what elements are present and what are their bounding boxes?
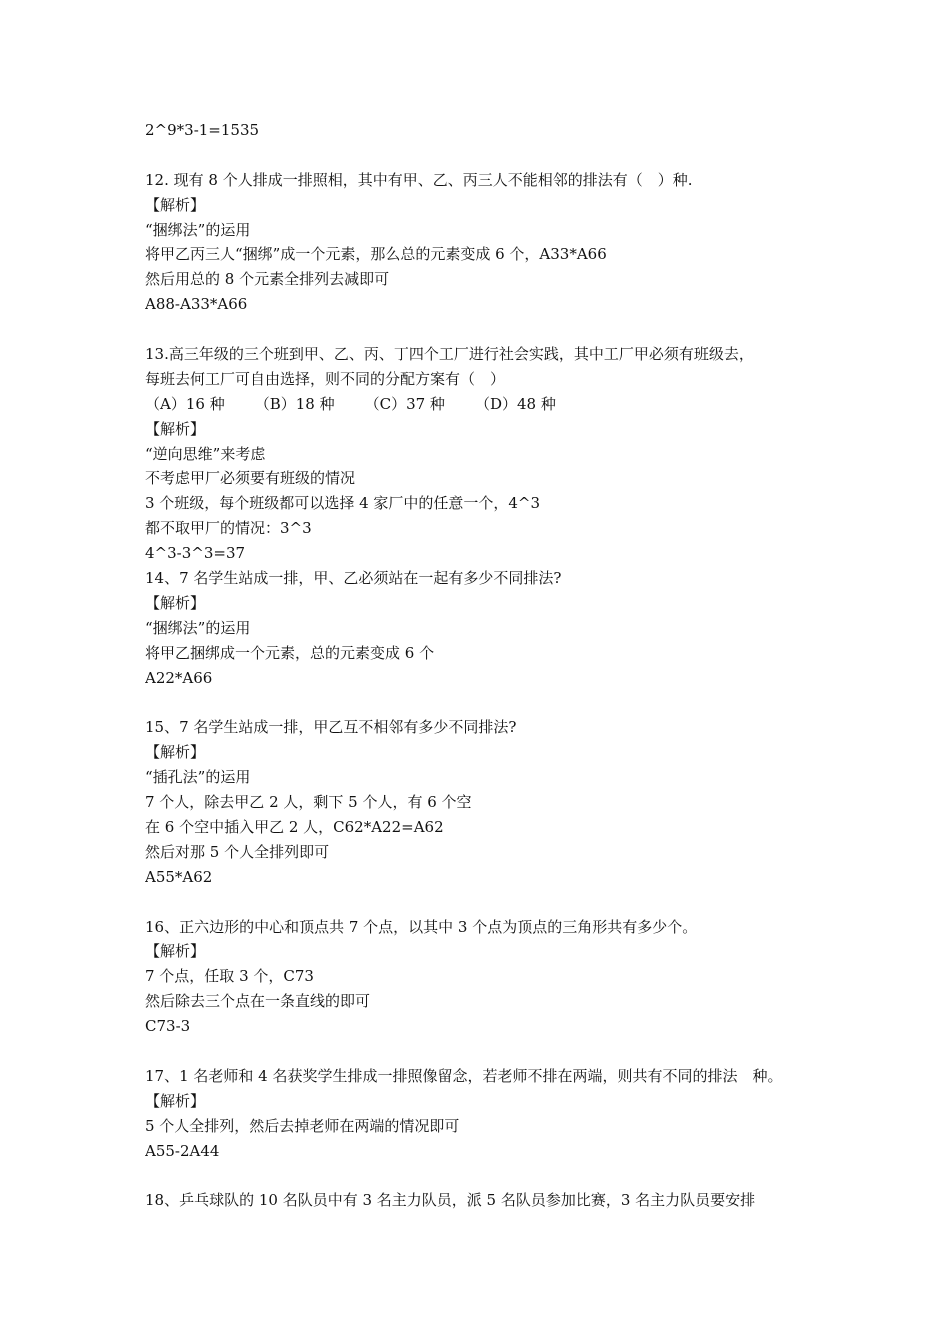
text-line: 7 个人，除去甲乙 2 人，剩下 5 个人，有 6 个空 bbox=[145, 793, 472, 812]
blank-line bbox=[145, 1163, 825, 1188]
answer-line: 4^3-3^3=37 bbox=[145, 544, 246, 563]
analysis-heading: 【解析】 bbox=[145, 743, 206, 762]
option-d: （D）48 种 bbox=[474, 394, 556, 413]
question-12: 12. 现有 8 个人排成一排照相，其中有甲、乙、丙三人不能相邻的排法有（ ）种. bbox=[145, 170, 693, 189]
text-line: 将甲乙捆绑成一个元素，总的元素变成 6 个 bbox=[145, 643, 435, 662]
analysis-heading: 【解析】 bbox=[145, 195, 206, 214]
answer-line: A22*A66 bbox=[145, 668, 213, 687]
blank-line bbox=[145, 1039, 825, 1064]
answer-line: C73-3 bbox=[145, 1017, 191, 1036]
text-line: “捆绑法”的运用 bbox=[145, 618, 251, 637]
question-17: 17、1 名老师和 4 名获奖学生排成一排照像留念，若老师不排在两端，则共有不同的排法 种。 bbox=[145, 1066, 783, 1085]
text-line: 将甲乙丙三人“捆绑”成一个元素，那么总的元素变成 6 个，A33*A66 bbox=[145, 245, 607, 264]
question-13: 13.高三年级的三个班到甲、乙、丙、丁四个工厂进行社会实践，其中工厂甲必须有班级去， bbox=[145, 345, 754, 364]
blank-line bbox=[145, 890, 825, 915]
text-line: 都不取甲厂的情况：3^3 bbox=[145, 519, 312, 538]
text-line: 在 6 个空中插入甲乙 2 人，C62*A22=A62 bbox=[145, 817, 444, 836]
analysis-heading: 【解析】 bbox=[145, 593, 206, 612]
text-line: “逆向思维”来考虑 bbox=[145, 444, 266, 463]
question-13-options bbox=[145, 392, 825, 417]
question-18: 18、乒乓球队的 10 名队员中有 3 名主力队员，派 5 名队员参加比赛，3 名主力队员要安排 bbox=[145, 1191, 756, 1210]
question-14: 14、7 名学生站成一排，甲、乙必须站在一起有多少不同排法? bbox=[145, 569, 562, 588]
question-15: 15、7 名学生站成一排，甲乙互不相邻有多少不同排法? bbox=[145, 718, 517, 737]
answer-line: A88-A33*A66 bbox=[145, 295, 248, 314]
text-line: 不考虑甲厂必须要有班级的情况 bbox=[145, 469, 356, 488]
text-line: 7 个点，任取 3 个，C73 bbox=[145, 967, 314, 986]
text-line: “捆绑法”的运用 bbox=[145, 220, 251, 239]
analysis-heading: 【解析】 bbox=[145, 419, 206, 438]
blank-line bbox=[145, 143, 825, 168]
option-a: （A）16 种 bbox=[145, 394, 225, 413]
question-13-cont: 每班去何工厂可自由选择，则不同的分配方案有（ ） bbox=[145, 369, 506, 388]
text-line: “插孔法”的运用 bbox=[145, 768, 251, 787]
answer-line: A55-2A44 bbox=[145, 1141, 220, 1160]
question-16: 16、正六边形的中心和顶点共 7 个点，以其中 3 个点为顶点的三角形共有多少个。 bbox=[145, 917, 698, 936]
blank-line bbox=[145, 317, 825, 342]
text-line: 5 个人全排列，然后去掉老师在两端的情况即可 bbox=[145, 1116, 460, 1135]
text-line: 然后对那 5 个人全排列即可 bbox=[145, 842, 330, 861]
analysis-heading: 【解析】 bbox=[145, 1091, 206, 1110]
text-line: 3 个班级，每个班级都可以选择 4 家厂中的任意一个，4^3 bbox=[145, 494, 541, 513]
analysis-heading: 【解析】 bbox=[145, 942, 206, 961]
text-line: 然后除去三个点在一条直线的即可 bbox=[145, 992, 371, 1011]
option-c: （C）37 种 bbox=[364, 394, 445, 413]
text-line: 2^9*3-1=1535 bbox=[145, 121, 260, 139]
option-b: （B）18 种 bbox=[254, 394, 335, 413]
document-body bbox=[145, 118, 825, 1213]
answer-line: A55*A62 bbox=[145, 867, 213, 886]
text-line: 然后用总的 8 个元素全排列去减即可 bbox=[145, 270, 390, 289]
blank-line bbox=[145, 690, 825, 715]
